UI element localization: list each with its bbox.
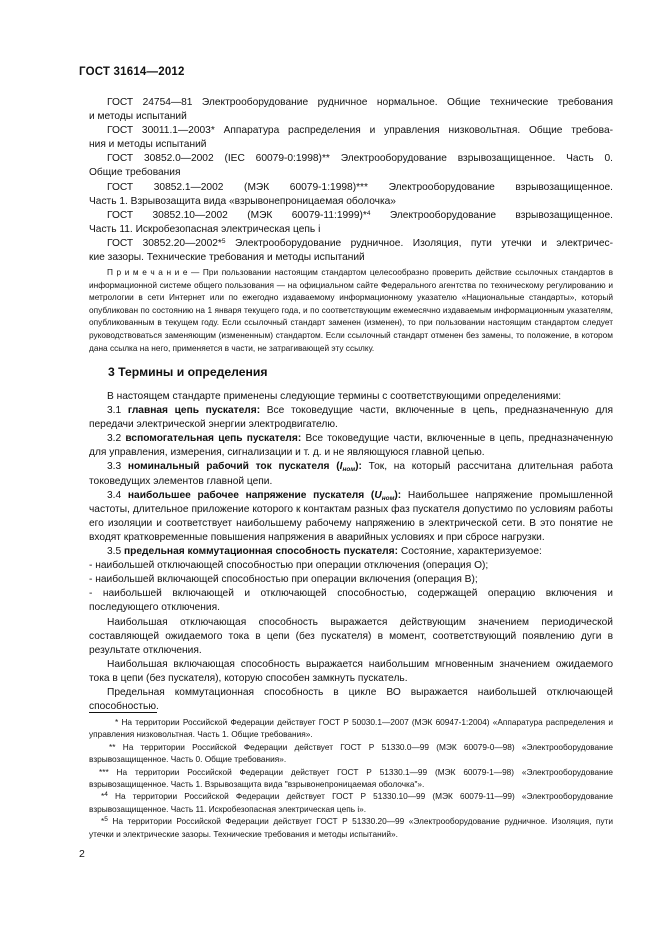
- reference-note: [89, 266, 613, 354]
- reference-item: ГОСТ 30852.1—2002 (МЭК 60079-1:1998)*** Электрооборудование взрывозащищенное.: [107, 181, 613, 193]
- note-label: П р и м е ч а н и е —: [107, 267, 200, 277]
- reference-item: ГОСТ 24754—81 Электрооборудование рудничное нормальное. Общие технические требования: [107, 97, 613, 108]
- reference-item-cont: и методы испытаний: [89, 111, 187, 123]
- section-title: 3 Термины и определения: [108, 365, 268, 379]
- section-body: [89, 390, 613, 714]
- list-item: - наибольшей отключающей способностью при операции отключения (операция О);: [89, 560, 489, 572]
- list-item: - наибольшей включающей способностью при операции включения (операция В);: [89, 574, 478, 586]
- reference-item: ГОСТ 30852.20—2002*$^5$ Электрооборудование рудничное. Изоляция, пути утечки и электричес-: [107, 237, 614, 249]
- reference-item: ГОСТ 30852.0—2002 (IEC 60079-0:1998)** Электрооборудование взрывозащищенное. Часть 0.: [107, 153, 613, 165]
- reference-item-cont: ния и методы испытаний: [89, 139, 207, 151]
- document-header: ГОСТ 31614—2012: [79, 66, 185, 78]
- footnote: ** На территории Российской Федерации действует ГОСТ Р 51330.0—99 (МЭК 60079-0—98) «Электрооборудование взрывозащищенное. Часть 0. Общие требования».: [89, 741, 613, 765]
- term-3-1: 3.1 главная цепь пускателя: Все токоведущие части, включенные в цепь, предназначенную для передачи электрической энергии электродвигателю.: [89, 405, 613, 431]
- term-3-3: 3.3 номинальный рабочий ток пускателя $(I_{ном})$: Ток, на который рассчитана длительная работа токоведущих элементов главной цепи.: [89, 461, 613, 487]
- reference-item: ГОСТ 30852.10—2002 (МЭК 60079-11:1999)*$^4$ Электрооборудование взрывозащищенное.: [107, 209, 613, 221]
- reference-item-cont: Часть 11. Искробезопасная электрическая цепь i: [89, 223, 321, 235]
- paragraph: Предельная коммутационная способность в цикле ВО выражается наибольшей отключающей способностью.: [89, 686, 613, 713]
- reference-item-cont: кие зазоры. Технические требования и методы испытаний: [89, 252, 365, 264]
- paragraph: Наибольшая отключающая способность выражается действующим значением периодической составляющей ожидаемого тока в цепи (без пускателя) в момент, соответствующий появлению дуги в результате отключения.: [89, 616, 613, 656]
- references-list: [89, 96, 613, 265]
- reference-item-cont: Общие требования: [89, 167, 181, 179]
- footnotes: [89, 716, 613, 840]
- list-item: - наибольшей включающей и отключающей способностью, содержащей операцию включения и последующего отключения.: [89, 588, 613, 614]
- note-text: При пользовании настоящим стандартом целесообразно проверить действие ссылочных стандартов в информационной системе общего пользования — на официальном сайте Федерального агентства по техническому регулированию и метрологии в сети Интернет или по ежегодно издаваемому информационному указателю «Национальные стандарты», который опубликован по состоянию на 1 января текущего года, и по соответствующим ежемесячно издаваемым информационным указателям, опубликованным в текущем году. Если ссылочный стандарт заменен (изменен), то при пользовании настоящим стандартом следует руководствоваться заменяющим (измененным) стандартом. Если ссылочный стандарт отменен без замены, то положение, в котором дана ссылка на него, применяется в части, не затрагивающей эту ссылку.: [89, 267, 613, 353]
- term-3-5: 3.5 предельная коммутационная способность пускателя: Состояние, характеризуемое:: [107, 546, 542, 558]
- footnote-separator: [89, 712, 157, 713]
- page-number: 2: [79, 848, 85, 860]
- footnote: *** На территории Российской Федерации действует ГОСТ Р 51330.1—99 (МЭК 60079-1—98) «Электрооборудование взрывозащищенное. Часть 1. Взрывозащита вида "взрывонепроницаемая оболочка"».: [89, 766, 614, 790]
- reference-item-cont: Часть 1. Взрывозащита вида «взрывонепроницаемая оболочка»: [89, 195, 396, 207]
- footnote: *$^4$ На территории Российской Федерации действует ГОСТ Р 51330.10—99 (МЭК 60079-11—99) «Электрооборудование взрывозащищенное. Часть 11. Искробезопасная электрическая цепь i».: [89, 791, 613, 814]
- footnote: * На территории Российской Федерации действует ГОСТ Р 50030.1—2007 (МЭК 60947-1:2004) «Аппаратура распределения и управления низковольтная. Часть 1. Общие требования».: [89, 717, 613, 740]
- section-intro: В настоящем стандарте применены следующие термины с соответствующими определениями:: [107, 391, 562, 402]
- footnote: *$^5$ На территории Российской Федерации действует ГОСТ Р 51330.20—99 «Электрооборудование рудничное. Изоляция, пути утечки и электрические зазоры. Технические требования и методы испытаний».: [89, 816, 613, 839]
- term-3-2: 3.2 вспомогательная цепь пускателя: Все токоведущие части, включенные в цепь, предназначенную для управления, измерения, сигнализации и т. д. и не являющуюся главной цепью.: [89, 433, 613, 459]
- term-3-4: 3.4 наибольшее рабочее напряжение пускателя $(U_{ном})$: Наибольшее напряжение промышленной частоты, длительное приложение которого к контактам разных фаз пускателя допустимо по условиям работы его изоляции и соответствует наибольшему рабочему напряжению в электрической сети. В это понятие не входят кратковременные повышения напряжения в аварийных условиях и при сбросе нагрузки.: [89, 489, 613, 543]
- reference-item: ГОСТ 30011.1—2003* Аппаратура распределения и управления низковольтная. Общие требова-: [107, 125, 613, 137]
- paragraph: Наибольшая включающая способность выражается наибольшим мгновенным значением ожидаемого тока в цепи (без пускателя), которую способен замкнуть пускатель.: [89, 658, 613, 684]
